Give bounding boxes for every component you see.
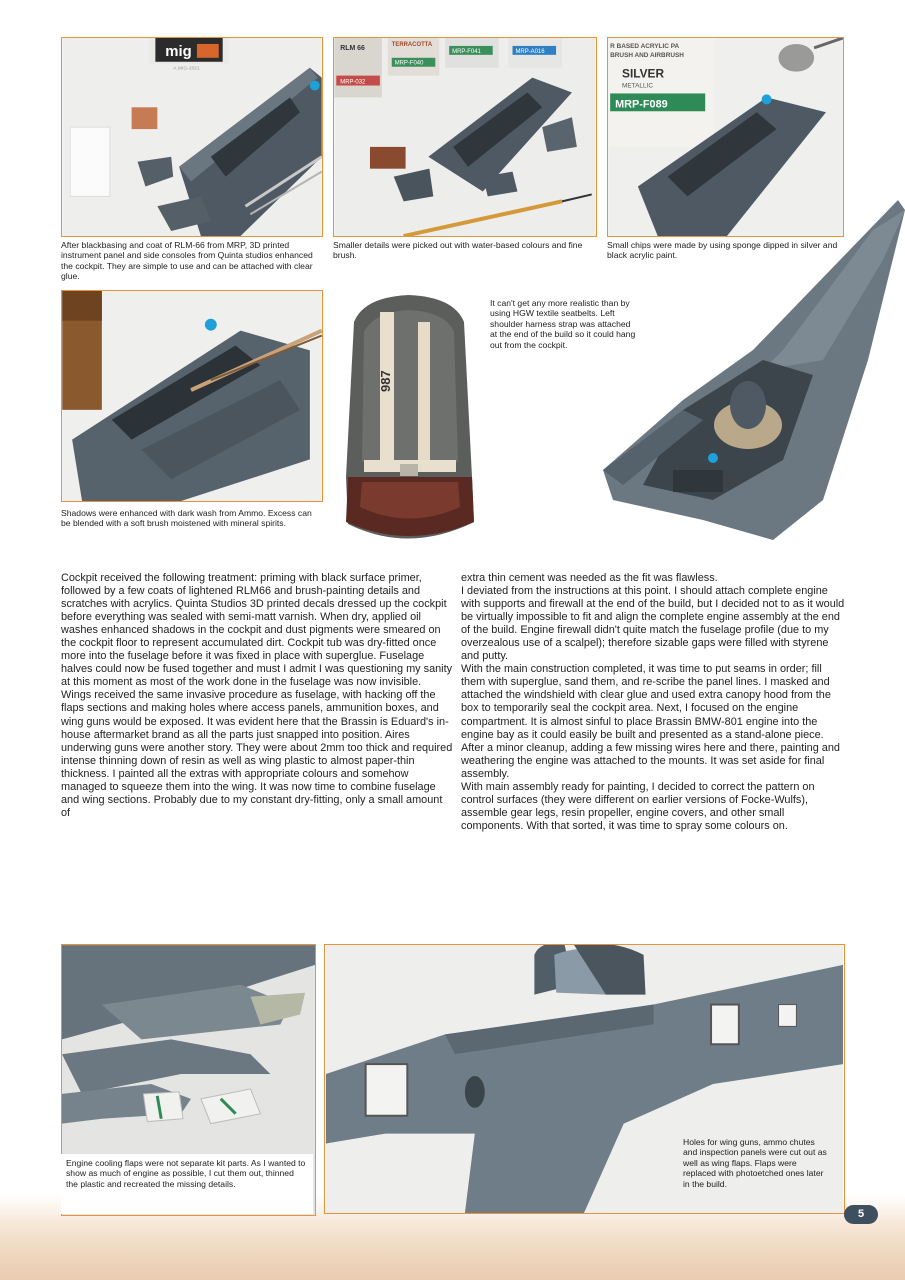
jar3-code: MRP-F041 bbox=[452, 48, 481, 55]
caption-photo2: Smaller details were picked out with water-based colours and fine brush. bbox=[333, 240, 583, 261]
caption-photo1: After blackbasing and coat of RLM-66 from MRP, 3D printed instrument panel and side consoles from Quinta studios enhanced the cockpit. They are simple to use and can be attached with clear glue. bbox=[61, 240, 313, 282]
seat-number: 987 bbox=[378, 370, 393, 392]
acrylic-line2: BRUSH AND AIRBRUSH bbox=[610, 51, 684, 59]
silver-code: MRP-F089 bbox=[615, 98, 668, 111]
metallic-label: METALLIC bbox=[622, 82, 653, 90]
body-left-paragraph-2: Wings received the same invasive procedure as fuselage, with hacking off the flaps sections and making holes where access panels, ammunition boxes, and wing guns would be exposed. It was evident here that the Brassin is Eduard's in-house aftermarket brand as all the parts just snapped into position. Aires underwing guns were another story. They were about 2mm too thick and required intense thinning down of resin as well as wing plastic to almost paper-thin thickness. I painted all the extras with appropriate colours and somehow managed to squeeze them into the wing. It was now time to combine fuselage and wing sections. Probably due to my constant dry-fitting, only a small amount of bbox=[61, 689, 453, 819]
caption-fuselage: Holes for wing guns, ammo chutes and inspection panels were cut out as well as wing flaps. Flaps were replaced with photoetched ones later in the build. bbox=[683, 1137, 827, 1189]
photo-seat bbox=[334, 292, 484, 557]
body-right-paragraph-1: extra thin cement was needed as the fit was flawless. bbox=[461, 572, 718, 584]
body-right-paragraph-3: With the main construction completed, it was time to put seams in order; fill them with superglue, sand them, and re-scribe the panel lines. I masked and attached the windshield with clear glue and used extra canopy hood from the box to temporarily seal the cockpit area. Next, I focused on the engine compartment. It is almost sinful to place Brassin BMW-801 engine into the engine bay as it could easily be built and presented as a stand-alone piece. After a minor cleanup, adding a few missing wires here and there, painting and weathering the engine was attached to the mounts. It was set aside for final assembly. bbox=[461, 663, 840, 780]
terracotta-code: MRP-F040 bbox=[394, 60, 424, 67]
body-left-paragraph-1: Cockpit received the following treatment: priming with black surface primer, followed by a few coats of lightened RLM66 and brush-painting details and scratches with acrylics. Quinta Studios 3D printed decals dressed up the cockpit before everything was sealed with semi-matt varnish. When dry, applied oil washes enhanced shadows in the cockpit and dust pigments were smeared on the cockpit floor to represent accumulated dirt. Cockpit tub was dry-fitted once more into the fuselage before it was fixed in place with superglue. Fuselage halves could now be fused together and must I admit I was questioning my sanity at this moment as most of the work done in the fuselage was now invisible. bbox=[61, 572, 453, 689]
caption-seat: It can't get any more realistic than by using HGW textile seatbelts. Left shoulder harness strap was attached at the end of the build so it could hang out from the cockpit. bbox=[490, 298, 636, 350]
body-column-right bbox=[461, 572, 845, 833]
silver-label: SILVER bbox=[622, 66, 665, 81]
body-column-left bbox=[61, 572, 453, 820]
caption-photo4: Shadows were enhanced with dark wash from Ammo. Excess can be blended with a soft brush moistened with mineral spirits. bbox=[61, 508, 312, 529]
body-right-paragraph-4: With main assembly ready for painting, I decided to correct the pattern on control surfaces (they were different on earlier versions of Focke-Wulfs), assemble gear legs, resin propeller, engine covers, and other small components. With that sorted, it was time to spray some colours on. bbox=[461, 780, 815, 832]
photo-fuselage-cockpit-image bbox=[583, 200, 905, 550]
photo-fuselage-cockpit bbox=[583, 200, 905, 550]
photo-dark-wash bbox=[61, 290, 323, 502]
mig-code-label: A.MIG-2021 bbox=[173, 66, 200, 72]
terracotta-label: TERRACOTTA bbox=[391, 41, 433, 48]
caption-photo3: Small chips were made by using sponge dipped in silver and black acrylic paint. bbox=[607, 240, 838, 261]
photo-dark-wash-image bbox=[62, 291, 322, 501]
page-number-badge: 5 bbox=[844, 1205, 878, 1224]
photo-paint-details-image bbox=[334, 38, 596, 236]
acrylic-line1: R BASED ACRYLIC PA bbox=[610, 42, 680, 50]
caption-flaps: Engine cooling flaps were not separate kit parts. As I wanted to show as much of engine as possible, I cut them out, thinned the plastic and recreated the missing details. bbox=[61, 1154, 313, 1214]
body-right-paragraph-2: I deviated from the instructions at this point. I should attach complete engine with supports and firewall at the end of the build, but I decided not to as it would be virtually impossible to fit and align the complete engine assembly at the end of the build. Engine firewall didn't quite match the fuselage profile (due to my overzealous use of a scalpel); therefore sizable gaps were filled with styrene and putty. bbox=[461, 585, 845, 663]
jar4-code: MRP-A016 bbox=[515, 48, 545, 55]
rlm66-code: MRP-032 bbox=[340, 79, 366, 86]
photo-seat-image bbox=[334, 292, 484, 557]
photo-cockpit-panels-image bbox=[62, 38, 322, 236]
photo-paint-details bbox=[333, 37, 597, 237]
rlm66-label: RLM 66 bbox=[340, 44, 365, 52]
photo-cockpit-panels bbox=[61, 37, 323, 237]
mig-label: mig bbox=[165, 43, 192, 60]
